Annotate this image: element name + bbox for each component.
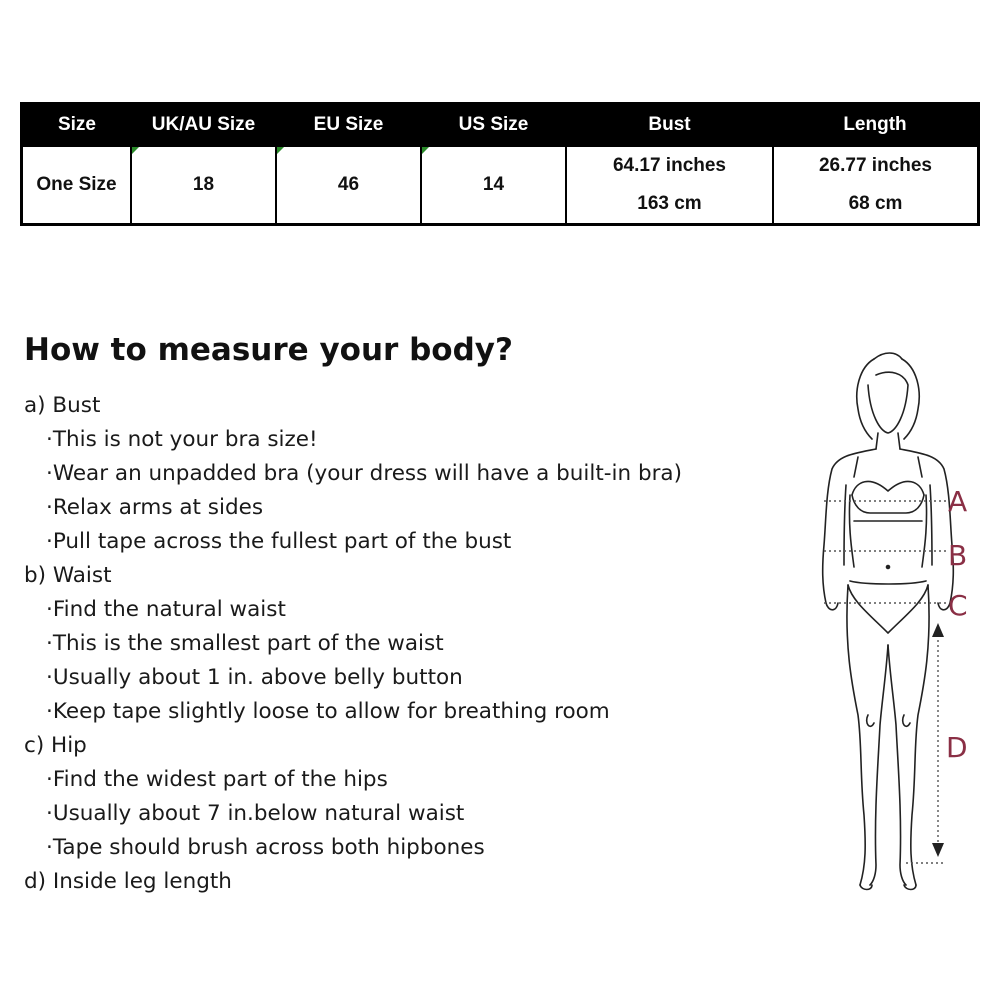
label-b: B: [948, 539, 968, 572]
header-bust: Bust: [566, 104, 773, 147]
body-outline: [823, 353, 954, 890]
measurement-lines: [824, 501, 948, 863]
section-title-bust: a) Bust: [24, 393, 101, 418]
arrow-up-icon: [932, 623, 944, 637]
guide-item: ·Tape should brush across both hipbones: [46, 835, 485, 860]
cell-bust-inches: 64.17 inches: [566, 146, 773, 185]
guide-item: ·Keep tape slightly loose to allow for breathing room: [46, 699, 610, 724]
body-measurement-figure: [800, 345, 990, 905]
label-a: A: [948, 485, 968, 518]
corner-marker: [422, 147, 429, 154]
section-title-hip: c) Hip: [24, 733, 87, 758]
cell-eu-size: 46: [276, 146, 421, 225]
cell-uk-au-size: 18: [131, 146, 276, 225]
cell-length-cm: 68 cm: [773, 185, 979, 225]
guide-item: ·Usually about 1 in. above belly button: [46, 665, 463, 690]
label-c: C: [948, 589, 968, 622]
corner-marker: [132, 147, 139, 154]
cell-bust-cm: 163 cm: [566, 185, 773, 225]
size-table-header-row: [22, 104, 979, 147]
measurement-guide: [24, 389, 682, 899]
section-title-inside-leg: d) Inside leg length: [24, 869, 232, 894]
guide-item: ·This is not your bra size!: [46, 427, 318, 452]
label-d: D: [946, 731, 968, 764]
guide-item: ·Wear an unpadded bra (your dress will have a built-in bra): [46, 461, 682, 486]
cell-us-size: 14: [421, 146, 566, 225]
header-length: Length: [773, 104, 979, 147]
cell-length-inches: 26.77 inches: [773, 146, 979, 185]
header-us-size: US Size: [421, 104, 566, 147]
header-eu-size: EU Size: [276, 104, 421, 147]
header-uk-au-size: UK/AU Size: [131, 104, 276, 147]
size-table: [20, 102, 980, 226]
guide-item: ·Pull tape across the fullest part of the bust: [46, 529, 512, 554]
guide-item: ·Find the widest part of the hips: [46, 767, 388, 792]
section-title-waist: b) Waist: [24, 563, 112, 588]
size-table-row: [22, 146, 979, 185]
guide-item: ·Usually about 7 in.below natural waist: [46, 801, 465, 826]
header-size: Size: [22, 104, 132, 147]
corner-marker: [277, 147, 284, 154]
body-outline-illustration: [800, 345, 990, 905]
page-title: How to measure your body?: [24, 332, 513, 368]
cell-size: One Size: [22, 146, 132, 225]
guide-item: ·Relax arms at sides: [46, 495, 264, 520]
guide-item: ·Find the natural waist: [46, 597, 286, 622]
guide-item: ·This is the smallest part of the waist: [46, 631, 444, 656]
arrow-down-icon: [932, 843, 944, 857]
